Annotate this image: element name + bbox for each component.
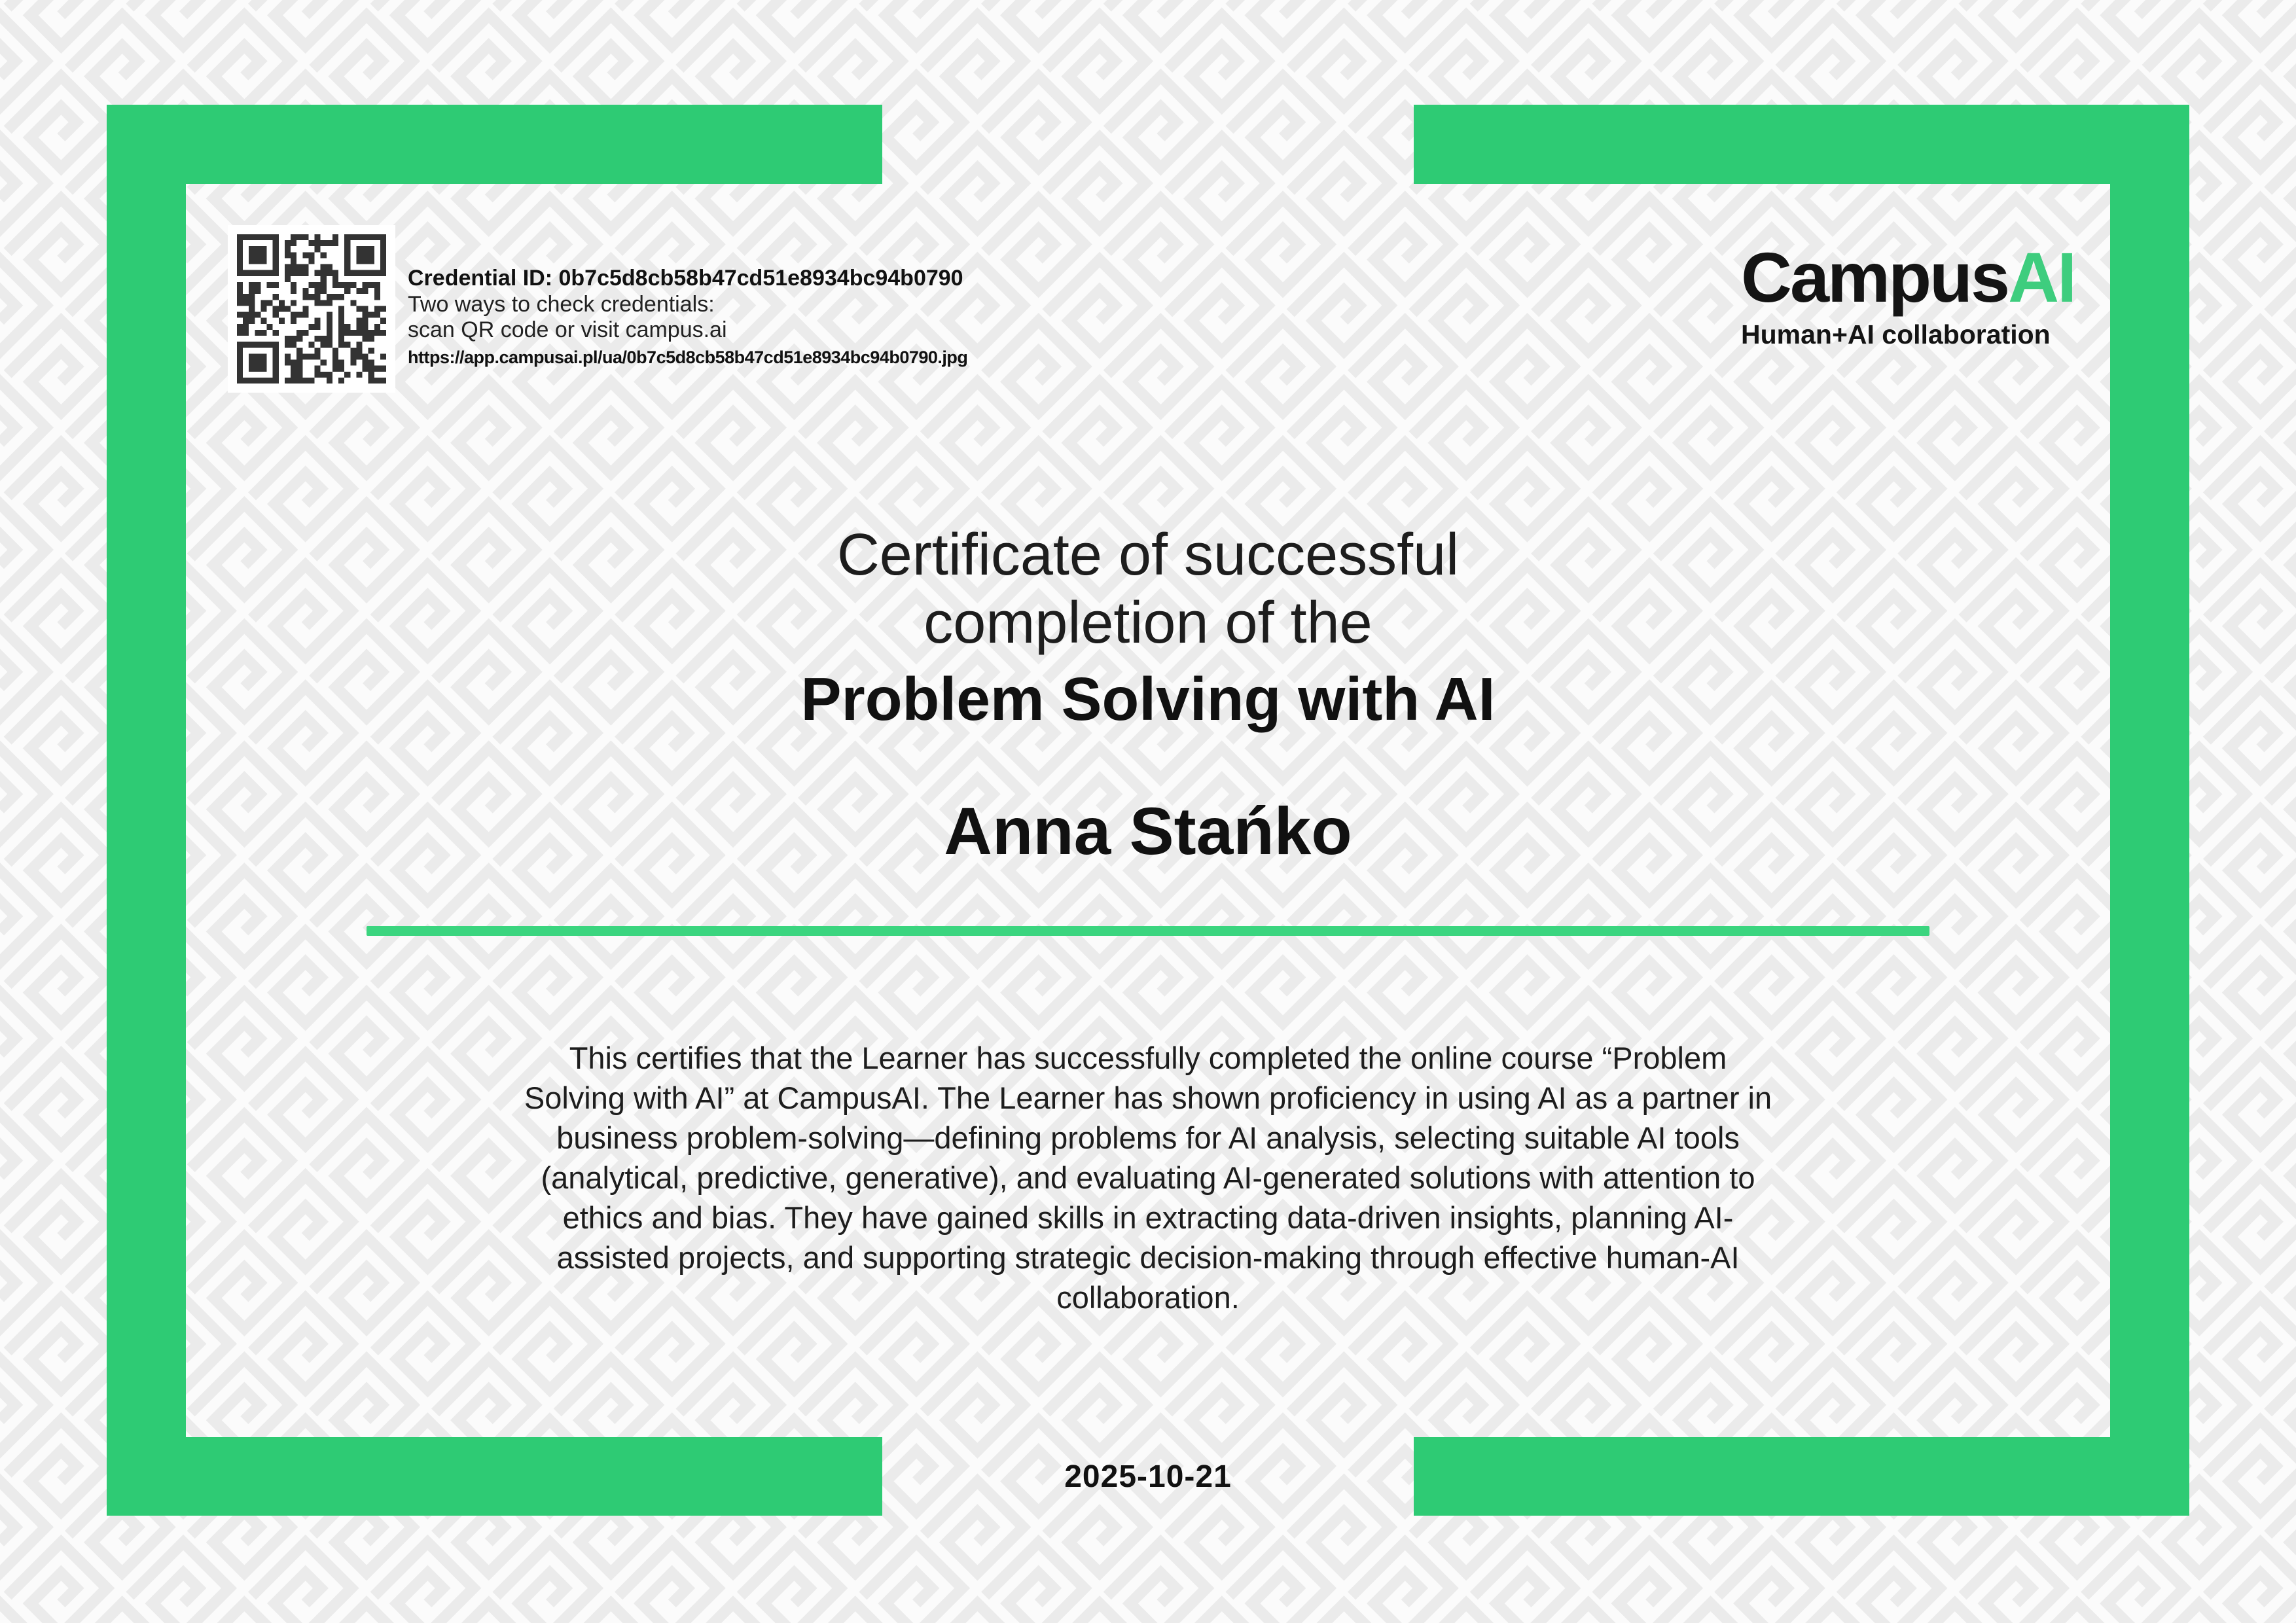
statement-line: (analytical, predictive, generative), and evaluating AI-generated solutions with attention to bbox=[541, 1160, 1755, 1195]
credential-check-methods: scan QR code or visit campus.ai bbox=[408, 317, 727, 342]
logo-tagline: Human+AI collaboration bbox=[1741, 319, 2051, 349]
certification-statement bbox=[408, 1038, 1888, 1317]
frame-bottom-right-segment bbox=[1414, 1437, 2189, 1516]
campusai-wordmark bbox=[1741, 238, 2134, 317]
issue-date: 2025-10-21 bbox=[1064, 1459, 1232, 1494]
credential-check-hint: Two ways to check credentials: bbox=[408, 292, 715, 317]
green-divider-line bbox=[367, 926, 1929, 936]
statement-line: This certifies that the Learner has successfully completed the online course “Problem bbox=[569, 1041, 1727, 1075]
certificate-title bbox=[0, 521, 2296, 733]
qr-code bbox=[228, 225, 395, 393]
statement-line: Solving with AI” at CampusAI. The Learner has shown proficiency in using AI as a partner in bbox=[524, 1080, 1772, 1115]
title-line-2: completion of the bbox=[924, 590, 1372, 656]
statement-line: assisted projects, and supporting strategic decision-making through effective human-AI bbox=[556, 1240, 1740, 1275]
credential-info bbox=[408, 264, 1128, 372]
recipient-name: Anna Stańko bbox=[944, 794, 1352, 868]
statement-line: business problem-solving—defining problems for AI analysis, selecting suitable AI tools bbox=[556, 1120, 1740, 1155]
issue-date-container bbox=[882, 1437, 1414, 1516]
qr-code-icon bbox=[237, 234, 386, 383]
frame-top-right-segment bbox=[1414, 105, 2189, 184]
credential-url: https://app.campusai.pl/ua/0b7c5d8cb58b47cd51e8934bc94b0790.jpg bbox=[408, 348, 968, 367]
campusai-logo bbox=[1741, 238, 2134, 349]
logo-text-campus: Campus bbox=[1741, 238, 2009, 317]
frame-bottom-left-segment bbox=[107, 1437, 882, 1516]
credential-id: Credential ID: 0b7c5d8cb58b47cd51e8934bc94b0790 bbox=[408, 266, 963, 291]
title-line-1: Certificate of successful bbox=[836, 522, 1460, 588]
statement-line: collaboration. bbox=[1056, 1280, 1240, 1315]
logo-text-ai: AI bbox=[2008, 238, 2075, 317]
frame-top-left-segment bbox=[107, 105, 882, 184]
course-name: Problem Solving with AI bbox=[800, 665, 1496, 733]
statement-line: ethics and bias. They have gained skills in extracting data-driven insights, planning AI- bbox=[562, 1200, 1734, 1235]
